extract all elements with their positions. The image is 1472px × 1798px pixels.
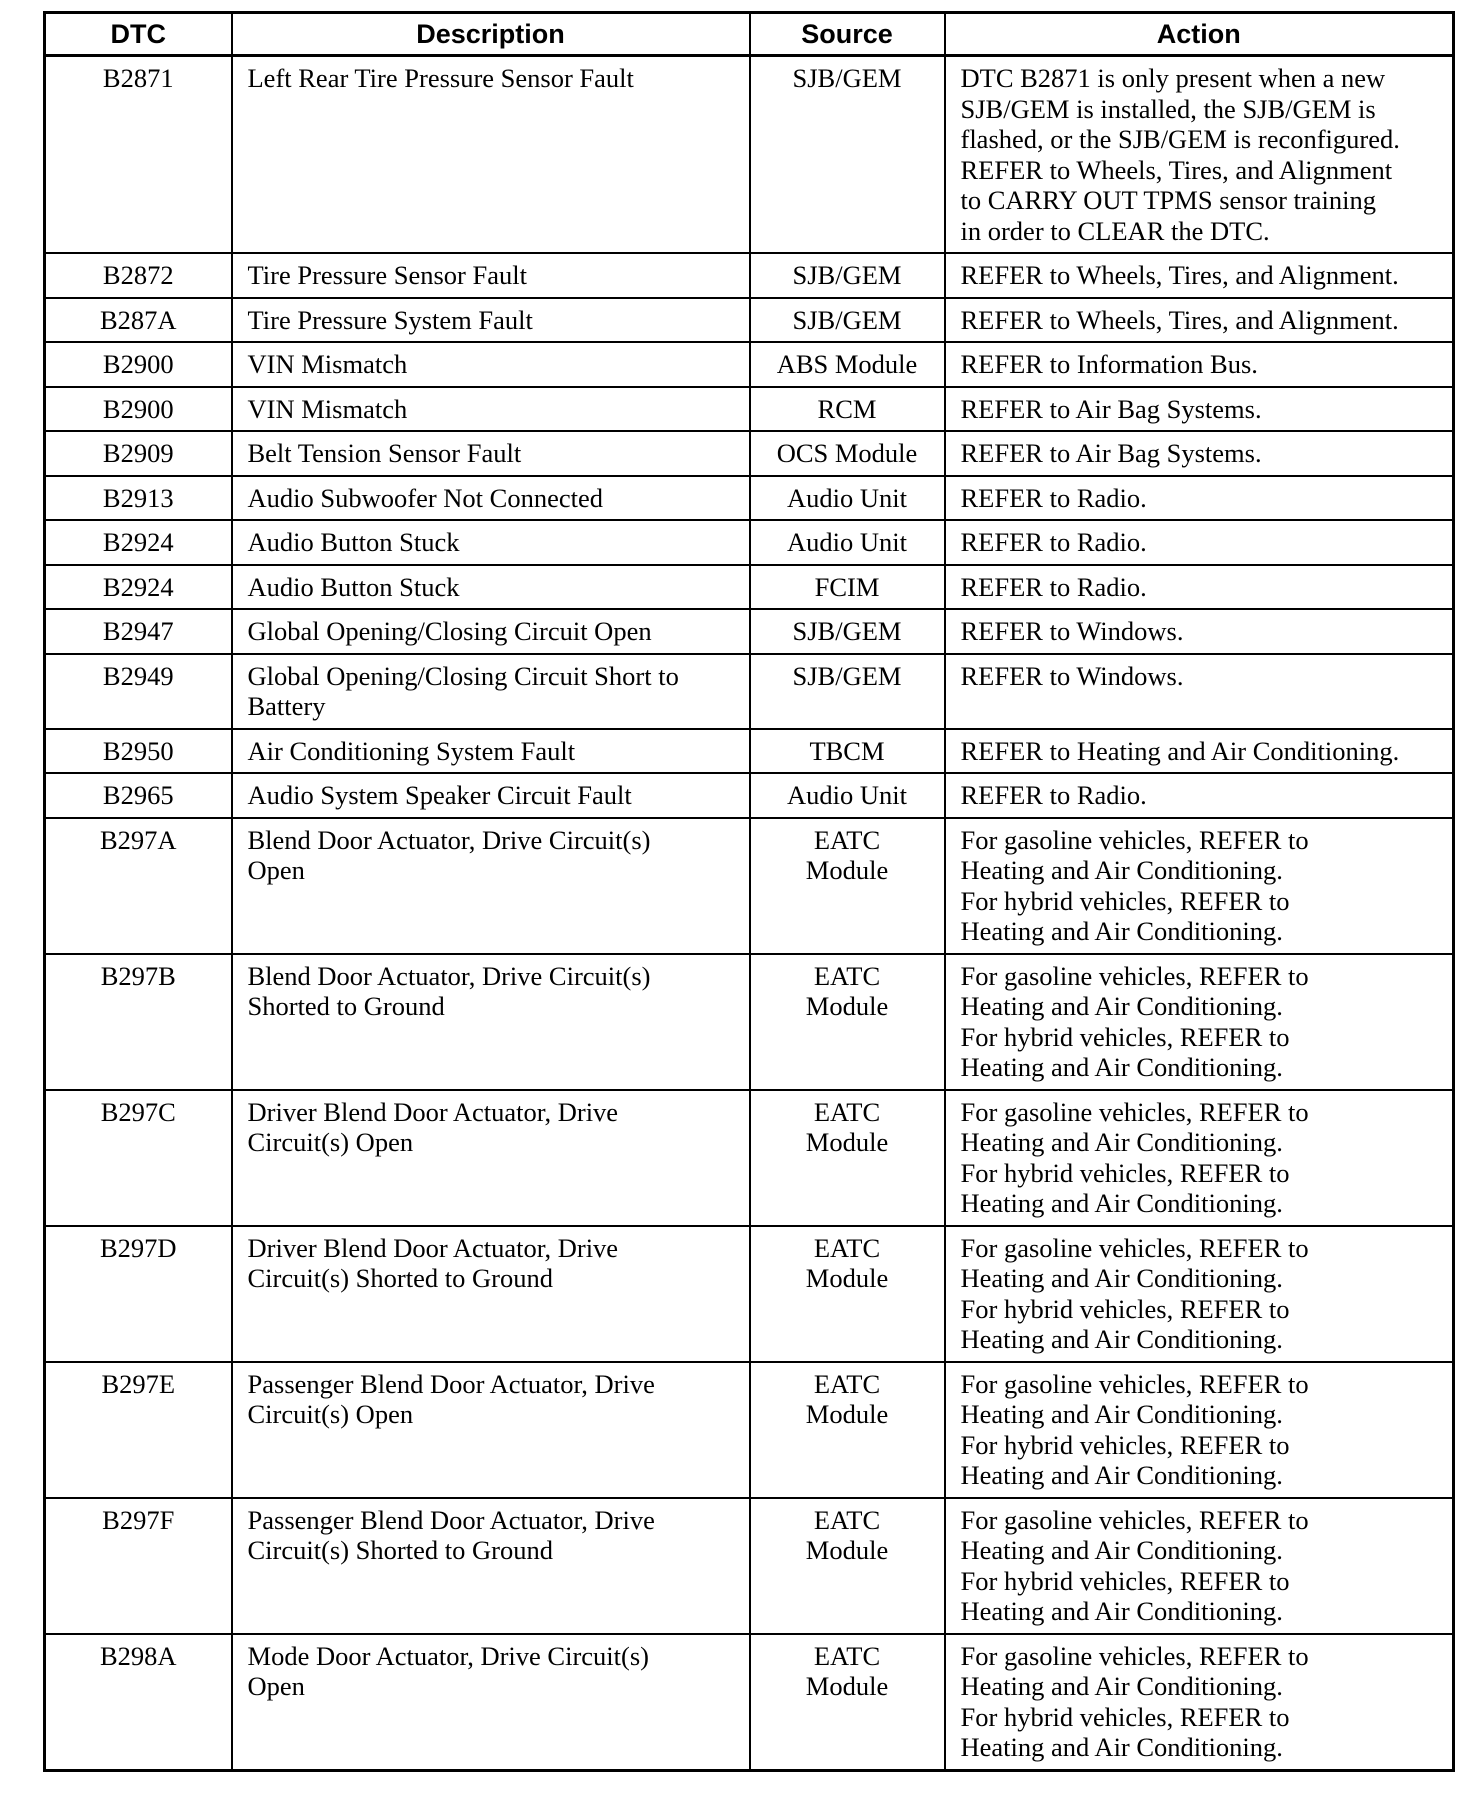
action-cell: REFER to Windows. xyxy=(945,654,1454,729)
dtc-cell: B297B xyxy=(45,954,232,1090)
description-cell: Belt Tension Sensor Fault xyxy=(232,431,750,476)
action-cell: For gasoline vehicles, REFER to Heating and Air Conditioning. For hybrid vehicles, REFER to Heating and Air Conditioning. xyxy=(945,1634,1454,1771)
source-cell: SJB/GEM xyxy=(750,298,945,343)
description-cell: Blend Door Actuator, Drive Circuit(s) Shorted to Ground xyxy=(232,954,750,1090)
action-cell: REFER to Radio. xyxy=(945,565,1454,610)
dtc-cell: B2872 xyxy=(45,253,232,298)
source-cell: FCIM xyxy=(750,565,945,610)
source-cell: Audio Unit xyxy=(750,520,945,565)
source-cell: SJB/GEM xyxy=(750,56,945,254)
description-cell: Blend Door Actuator, Drive Circuit(s) Open xyxy=(232,818,750,954)
source-cell: EATC Module xyxy=(750,954,945,1090)
description-cell: Audio Subwoofer Not Connected xyxy=(232,476,750,521)
source-cell: EATC Module xyxy=(750,1634,945,1771)
dtc-cell: B2900 xyxy=(45,342,232,387)
table-row xyxy=(45,729,1454,774)
dtc-table xyxy=(43,11,1455,1772)
source-cell: TBCM xyxy=(750,729,945,774)
source-cell: ABS Module xyxy=(750,342,945,387)
action-cell: REFER to Heating and Air Conditioning. xyxy=(945,729,1454,774)
table-row xyxy=(45,609,1454,654)
description-cell: Global Opening/Closing Circuit Open xyxy=(232,609,750,654)
description-cell: Passenger Blend Door Actuator, Drive Circuit(s) Open xyxy=(232,1362,750,1498)
action-cell: For gasoline vehicles, REFER to Heating and Air Conditioning. For hybrid vehicles, REFER to Heating and Air Conditioning. xyxy=(945,1498,1454,1634)
source-cell: SJB/GEM xyxy=(750,654,945,729)
description-cell: Passenger Blend Door Actuator, Drive Circuit(s) Shorted to Ground xyxy=(232,1498,750,1634)
source-cell: EATC Module xyxy=(750,1362,945,1498)
dtc-cell: B2909 xyxy=(45,431,232,476)
table-row xyxy=(45,1498,1454,1634)
description-cell: Driver Blend Door Actuator, Drive Circuit(s) Open xyxy=(232,1090,750,1226)
dtc-cell: B287A xyxy=(45,298,232,343)
action-cell: DTC B2871 is only present when a new SJB/GEM is installed, the SJB/GEM is flashed, or the SJB/GEM is reconfigured. REFER to Wheels, Tires, and Alignment to CARRY OUT TPMS sensor training in order to CLEAR the DTC. xyxy=(945,56,1454,254)
action-cell: For gasoline vehicles, REFER to Heating and Air Conditioning. For hybrid vehicles, REFER to Heating and Air Conditioning. xyxy=(945,818,1454,954)
table-row xyxy=(45,387,1454,432)
table-row xyxy=(45,1090,1454,1226)
header-source: Source xyxy=(750,13,945,56)
description-cell: Audio Button Stuck xyxy=(232,565,750,610)
dtc-cell: B2947 xyxy=(45,609,232,654)
dtc-cell: B2871 xyxy=(45,56,232,254)
description-cell: VIN Mismatch xyxy=(232,342,750,387)
table-row xyxy=(45,954,1454,1090)
description-cell: Air Conditioning System Fault xyxy=(232,729,750,774)
source-cell: EATC Module xyxy=(750,1090,945,1226)
description-cell: Tire Pressure System Fault xyxy=(232,298,750,343)
dtc-cell: B297E xyxy=(45,1362,232,1498)
table-row xyxy=(45,476,1454,521)
action-cell: For gasoline vehicles, REFER to Heating and Air Conditioning. For hybrid vehicles, REFER to Heating and Air Conditioning. xyxy=(945,1362,1454,1498)
table-row xyxy=(45,1226,1454,1362)
action-cell: REFER to Wheels, Tires, and Alignment. xyxy=(945,253,1454,298)
description-cell: Global Opening/Closing Circuit Short to Battery xyxy=(232,654,750,729)
table-row xyxy=(45,1634,1454,1771)
source-cell: EATC Module xyxy=(750,818,945,954)
table-row xyxy=(45,298,1454,343)
description-cell: Tire Pressure Sensor Fault xyxy=(232,253,750,298)
source-cell: Audio Unit xyxy=(750,773,945,818)
source-cell: OCS Module xyxy=(750,431,945,476)
description-cell: Left Rear Tire Pressure Sensor Fault xyxy=(232,56,750,254)
action-cell: REFER to Radio. xyxy=(945,520,1454,565)
dtc-cell: B2949 xyxy=(45,654,232,729)
action-cell: For gasoline vehicles, REFER to Heating and Air Conditioning. For hybrid vehicles, REFER to Heating and Air Conditioning. xyxy=(945,1090,1454,1226)
header-description: Description xyxy=(232,13,750,56)
dtc-cell: B297A xyxy=(45,818,232,954)
description-cell: VIN Mismatch xyxy=(232,387,750,432)
dtc-cell: B297F xyxy=(45,1498,232,1634)
source-cell: EATC Module xyxy=(750,1226,945,1362)
action-cell: REFER to Air Bag Systems. xyxy=(945,431,1454,476)
action-cell: REFER to Radio. xyxy=(945,476,1454,521)
table-header xyxy=(45,13,1454,56)
source-cell: SJB/GEM xyxy=(750,253,945,298)
action-cell: REFER to Air Bag Systems. xyxy=(945,387,1454,432)
source-cell: RCM xyxy=(750,387,945,432)
action-cell: REFER to Wheels, Tires, and Alignment. xyxy=(945,298,1454,343)
dtc-cell: B2950 xyxy=(45,729,232,774)
dtc-cell: B297D xyxy=(45,1226,232,1362)
dtc-cell: B297C xyxy=(45,1090,232,1226)
description-cell: Driver Blend Door Actuator, Drive Circuit(s) Shorted to Ground xyxy=(232,1226,750,1362)
table-row xyxy=(45,773,1454,818)
dtc-cell: B2924 xyxy=(45,520,232,565)
header-row xyxy=(45,13,1454,56)
table-row xyxy=(45,520,1454,565)
dtc-cell: B2924 xyxy=(45,565,232,610)
source-cell: Audio Unit xyxy=(750,476,945,521)
dtc-cell: B298A xyxy=(45,1634,232,1771)
source-cell: EATC Module xyxy=(750,1498,945,1634)
description-cell: Audio Button Stuck xyxy=(232,520,750,565)
table-row xyxy=(45,253,1454,298)
table-row xyxy=(45,342,1454,387)
action-cell: For gasoline vehicles, REFER to Heating and Air Conditioning. For hybrid vehicles, REFER to Heating and Air Conditioning. xyxy=(945,1226,1454,1362)
action-cell: REFER to Information Bus. xyxy=(945,342,1454,387)
action-cell: REFER to Radio. xyxy=(945,773,1454,818)
description-cell: Mode Door Actuator, Drive Circuit(s) Open xyxy=(232,1634,750,1771)
dtc-cell: B2965 xyxy=(45,773,232,818)
table-row xyxy=(45,654,1454,729)
table-row xyxy=(45,431,1454,476)
action-cell: REFER to Windows. xyxy=(945,609,1454,654)
table-row xyxy=(45,818,1454,954)
table-body xyxy=(45,56,1454,1771)
table-row xyxy=(45,1362,1454,1498)
header-dtc: DTC xyxy=(45,13,232,56)
table-row xyxy=(45,565,1454,610)
source-cell: SJB/GEM xyxy=(750,609,945,654)
action-cell: For gasoline vehicles, REFER to Heating and Air Conditioning. For hybrid vehicles, REFER to Heating and Air Conditioning. xyxy=(945,954,1454,1090)
dtc-cell: B2900 xyxy=(45,387,232,432)
dtc-cell: B2913 xyxy=(45,476,232,521)
header-action: Action xyxy=(945,13,1454,56)
table-row xyxy=(45,56,1454,254)
description-cell: Audio System Speaker Circuit Fault xyxy=(232,773,750,818)
